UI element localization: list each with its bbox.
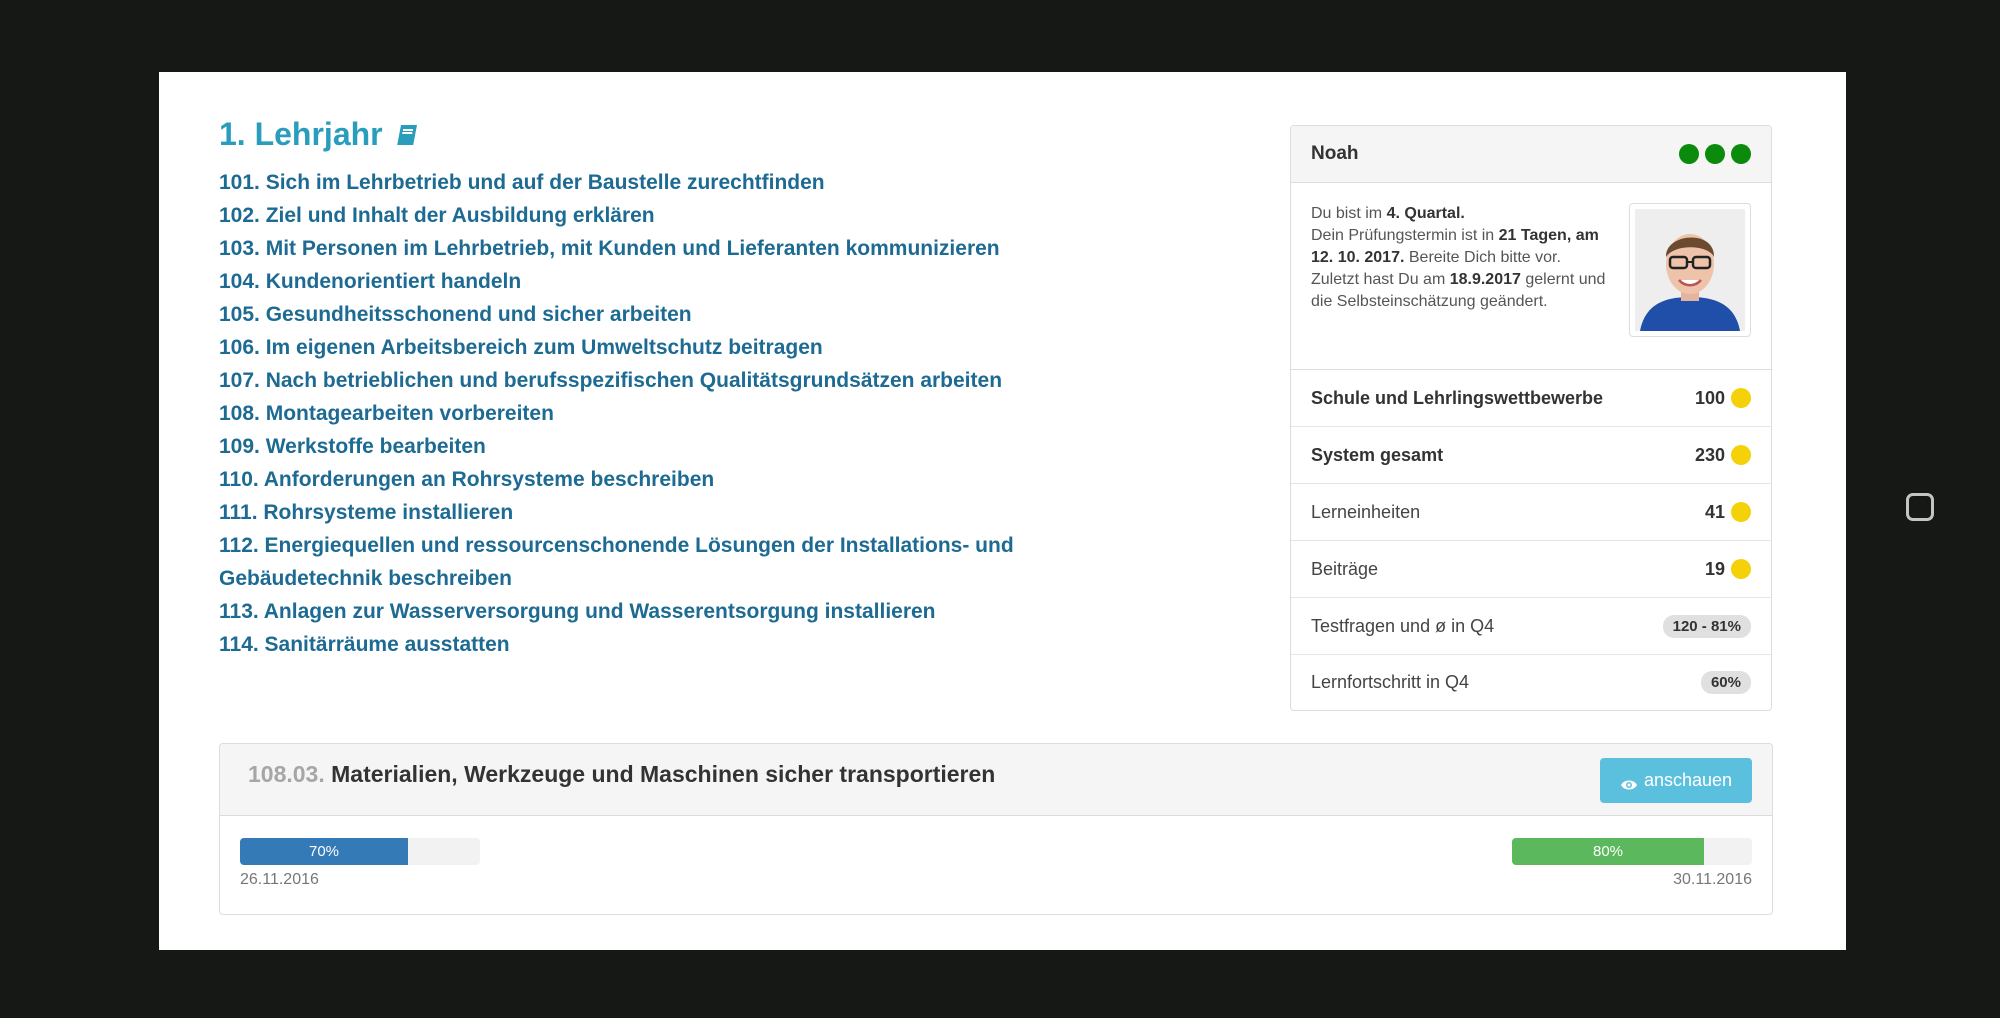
status-dot-icon [1679,144,1699,164]
stat-value: 41 [1704,501,1725,522]
info-text-part: Dein Prüfungstermin ist in [1311,227,1499,244]
info-text-part: Du bist im [1311,205,1387,222]
stat-row-learning-units [1291,484,1771,541]
info-text-part: Bereite Dich bitte vor. Zuletzt hast Du am [1311,249,1561,288]
status-dot-icon [1705,144,1725,164]
status-dots [1679,144,1751,164]
stat-label: Schule und Lehrlingswettbewerbe [1311,387,1604,408]
progress-bar-track [1512,838,1752,865]
module-link-108[interactable]: 108. Montagearbeiten vorbereiten [219,402,554,425]
lesson-panel [219,743,1773,915]
book-icon [393,121,421,149]
coin-icon [1731,445,1751,465]
profile-card [1290,125,1772,711]
stat-value: 230 [1694,444,1725,465]
module-link-110[interactable]: 110. Anforderungen an Rohrsysteme beschreiben [219,468,715,491]
lesson-header [220,744,1772,816]
status-badge: 60% [1701,671,1751,694]
status-dot-icon [1731,144,1751,164]
lesson-number: 108.03. [248,761,325,787]
coin-icon [1731,388,1751,408]
quarter-value: 4. Quartal. [1386,205,1465,222]
progress-bar-fill: 70% [240,838,408,865]
stat-label: Beiträge [1311,558,1379,579]
view-button[interactable] [1600,758,1752,803]
lesson-title-text: Materialien, Werkzeuge und Maschinen sicher transportieren [331,761,996,787]
module-link-105[interactable]: 105. Gesundheitsschonend und sicher arbeiten [219,303,692,326]
stat-value: 100 [1694,387,1725,408]
profile-info [1291,183,1771,370]
progress-right [1512,838,1752,889]
coin-icon [1731,502,1751,522]
stat-row-contributions [1291,541,1771,598]
page-title [219,116,421,153]
stat-label: Lernfortschritt in Q4 [1311,672,1470,692]
progress-date: 26.11.2016 [240,871,319,888]
stat-row-system-total [1291,427,1771,484]
module-link-101[interactable]: 101. Sich im Lehrbetrieb und auf der Baustelle zurechtfinden [219,171,825,194]
stat-label: Lerneinheiten [1311,501,1421,522]
stat-label: System gesamt [1311,444,1444,465]
stat-value: 19 [1704,558,1725,579]
module-link-114[interactable]: 114. Sanitärräume ausstatten [219,633,510,656]
module-link-111[interactable]: 111. Rohrsysteme installieren [219,501,514,524]
module-link-107[interactable]: 107. Nach betrieblichen und berufsspezifischen Qualitätsgrundsätzen arbeiten [219,369,1003,392]
stat-row-learning-progress [1291,655,1771,710]
stat-label: Testfragen und ø in Q4 [1311,615,1495,636]
stat-row-test-questions [1291,598,1771,655]
progress-date: 30.11.2016 [1673,871,1752,888]
profile-name: Noah [1311,143,1359,164]
module-link-103[interactable]: 103. Mit Personen im Lehrbetrieb, mit Kunden und Lieferanten kommunizieren [219,237,1000,260]
avatar [1629,203,1751,337]
exam-date-value: 21 Tagen, am 12. 10. 2017. [1311,227,1599,266]
module-link-106[interactable]: 106. Im eigenen Arbeitsbereich zum Umweltschutz beitragen [219,336,823,359]
last-learned-date: 18.9.2017 [1449,271,1521,288]
progress-bar-fill: 80% [1512,838,1704,865]
module-link-113[interactable]: 113. Anlagen zur Wasserversorgung und Wasserentsorgung installieren [219,600,936,623]
view-button-label: anschauen [1643,770,1733,790]
module-list [219,166,1119,661]
info-text-part: gelernt und die Selbsteinschätzung geändert. [1311,271,1606,310]
side-square-button[interactable] [1906,493,1934,521]
profile-card-header [1291,126,1771,183]
eye-icon [1620,775,1638,787]
module-link-104[interactable]: 104. Kundenorientiert handeln [219,270,522,293]
progress-left [240,838,480,889]
page-title-text: 1. Lehrjahr [219,116,383,152]
module-link-102[interactable]: 102. Ziel und Inhalt der Ausbildung erklären [219,204,655,227]
module-link-109[interactable]: 109. Werkstoffe bearbeiten [219,435,486,458]
progress-bar-track [240,838,480,865]
page-container [159,72,1846,950]
coin-icon [1731,559,1751,579]
stat-row-school [1291,370,1771,427]
lesson-title [248,761,995,788]
status-badge: 120 - 81% [1663,615,1751,638]
module-link-112[interactable]: 112. Energiequellen und ressourcenschonende Lösungen der Installations- und Gebäudetechnik beschreiben [219,534,1014,590]
profile-info-text [1311,203,1611,313]
